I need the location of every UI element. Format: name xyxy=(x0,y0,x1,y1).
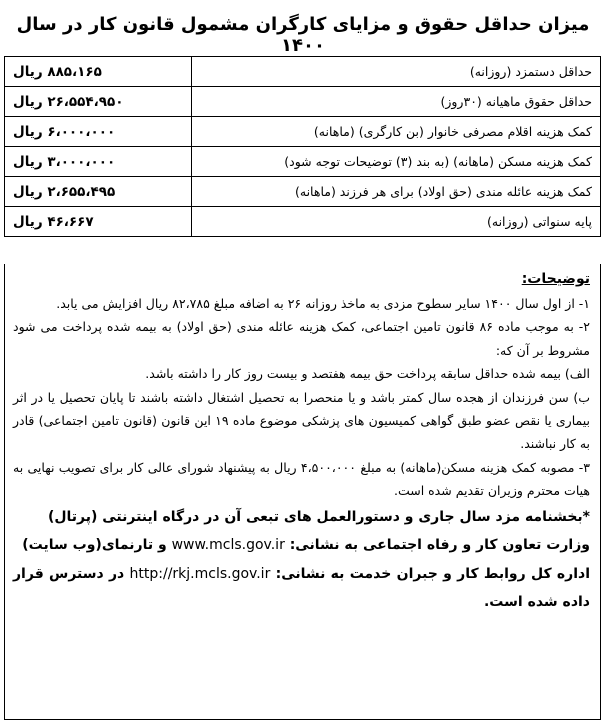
note-3: ۳- مصوبه کمک هزینه مسکن(ماهانه) به مبلغ ۴،۵۰۰،۰۰۰ ریال به پیشنهاد شورای عالی کار برای تصویب نهایی به هیات محترم وزیران تقدیم شده است. xyxy=(13,459,590,499)
department-address xyxy=(13,560,590,617)
wage-table xyxy=(4,56,601,237)
note-2a: الف) بیمه شده حداقل سابقه پرداخت حق بیمه هفتصد و بیست روز کار را داشته باشد. xyxy=(145,366,590,382)
note-1: ۱- از اول سال ۱۴۰۰ سایر سطوح مزدی به ماخذ روزانه ۲۶ به اضافه مبلغ ۸۲،۷۸۵ ریال افزایش می یابد. xyxy=(56,296,590,311)
note-2: ۲- به موجب ماده ۸۶ قانون تامین اجتماعی، کمک هزینه عائله مندی (حق اولاد) به بیمه شده پرداخت می شود مشروط بر آن که: xyxy=(13,319,591,358)
row-label: پایه سنواتی (روزانه) xyxy=(192,207,601,237)
notes-section xyxy=(4,264,601,720)
note-2b: ب) سن فرزندان از هجده سال کمتر باشد و یا منحصرا به تحصیل اشتغال داشته باشند تا پایان تحصیل یا در اثر بیماری یا نقص عضو طبق گواهی کمیسیون های پزشکی موضوع ماده ۱۹ این قانون (قانون تامین اجتماعی) قادر به کار نباشند. xyxy=(13,389,591,452)
row-value: ۴۶،۶۶۷ ریال xyxy=(5,207,192,237)
ministry-address-label: وزارت تعاون کار و رفاه اجتماعی به نشانی: xyxy=(289,537,590,554)
row-value: ۶،۰۰۰،۰۰۰ ریال xyxy=(5,117,192,147)
row-label: حداقل دستمزد (روزانه) xyxy=(192,57,601,87)
ministry-url-link[interactable]: www.mcls.gov.ir xyxy=(171,537,285,554)
ministry-address xyxy=(13,531,590,560)
row-label: کمک هزینه اقلام مصرفی خانوار (بن کارگری) (ماهانه) xyxy=(192,117,601,147)
table-row xyxy=(5,207,601,237)
department-address-label: اداره کل روابط کار و جبران خدمت به نشانی: xyxy=(275,565,590,582)
table-row xyxy=(5,57,601,87)
row-value: ۸۸۵،۱۶۵ ریال xyxy=(5,57,192,87)
row-label: کمک هزینه مسکن (ماهانه) (به بند (۳) توضیحات توجه شود) xyxy=(192,147,601,177)
table-row xyxy=(5,177,601,207)
ministry-address-suffix: و تارنمای(وب سایت) xyxy=(22,537,167,554)
row-value: ۳،۰۰۰،۰۰۰ ریال xyxy=(5,147,192,177)
table-row xyxy=(5,87,601,117)
portal-notice: *بخشنامه مزد سال جاری و دستورالعمل های تبعی آن در درگاه اینترنتی (پرتال) xyxy=(47,508,590,525)
notes-heading: توضیحات: xyxy=(521,271,590,287)
row-value: ۲،۶۵۵،۴۹۵ ریال xyxy=(5,177,192,207)
table-row xyxy=(5,147,601,177)
row-value: ۲۶،۵۵۴،۹۵۰ ریال xyxy=(5,87,192,117)
page-title: میزان حداقل حقوق و مزایای کارگران مشمول قانون کار در سال ۱۴۰۰ xyxy=(16,14,590,56)
department-url-link[interactable]: http://rkj.mcls.gov.ir xyxy=(129,565,271,582)
row-label: کمک هزینه عائله مندی (حق اولاد) برای هر فرزند (ماهانه) xyxy=(192,177,601,207)
row-label: حداقل حقوق ماهیانه (۳۰روز) xyxy=(192,87,601,117)
department-address-suffix: در دسترس قرار داده شده است. xyxy=(13,565,590,611)
table-row xyxy=(5,117,601,147)
